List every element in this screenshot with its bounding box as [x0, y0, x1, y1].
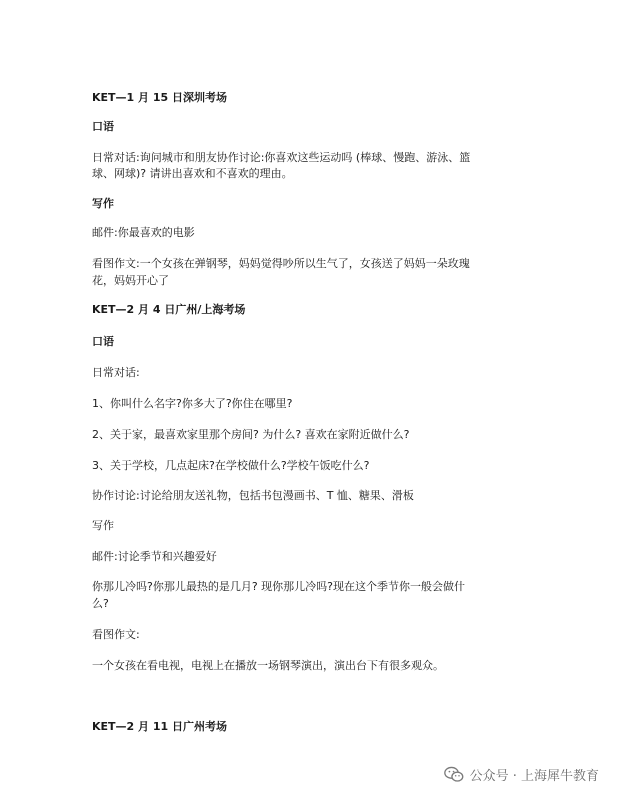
email-questions-line1: 你那儿冷吗?你那儿最热的是几月? 现你那儿冷吗?现在这个季节你一般会做什 [92, 580, 466, 593]
daily-conversation-2: 日常对话: [92, 366, 140, 379]
picture-task-1-line1: 看图作文:一个女孩在弹钢琴，妈妈觉得吵所以生气了，女孩送了妈妈一朵玫瑰 [92, 257, 470, 270]
wechat-icon [444, 766, 464, 783]
speaking-heading-1: 口语 [92, 120, 114, 133]
section-heading-3: KET—2 月 11 日广州考场 [92, 720, 227, 733]
daily-conversation-1-line1: 日常对话:询问城市和朋友协作讨论:你喜欢这些运动吗 (棒球、慢跑、游泳、篮 [92, 151, 471, 164]
speaking-heading-2: 口语 [92, 335, 114, 348]
daily-conversation-1-line2: 球、网球)? 请讲出喜欢和不喜欢的理由。 [92, 167, 293, 180]
email-task-2: 邮件:讨论季节和兴趣爱好 [92, 550, 217, 563]
writing-heading-1: 写作 [92, 197, 114, 210]
writing-heading-2: 写作 [92, 519, 114, 532]
email-questions-line2: 么? [92, 597, 109, 610]
picture-task-2-text: 一个女孩在看电视，电视上在播放一场钢琴演出，演出台下有很多观众。 [92, 659, 444, 672]
watermark-text: 公众号 · 上海犀牛教育 [469, 769, 599, 784]
picture-task-2-label: 看图作文: [92, 628, 140, 641]
section-heading-1: KET—1 月 15 日深圳考场 [92, 91, 227, 104]
question-2: 2、关于家，最喜欢家里那个房间? 为什么? 喜欢在家附近做什么? [92, 428, 410, 441]
collaborative-task-2: 协作讨论:讨论给朋友送礼物，包括书包漫画书、T 恤、糖果、滑板 [92, 489, 414, 502]
question-1: 1、你叫什么名字?你多大了?你住在哪里? [92, 397, 293, 410]
picture-task-1-line2: 花，妈妈开心了 [92, 274, 169, 287]
email-task-1: 邮件:你最喜欢的电影 [92, 226, 195, 239]
section-heading-2: KET—2 月 4 日广州/上海考场 [92, 303, 246, 316]
question-3: 3、关于学校，几点起床?在学校做什么?学校午饭吃什么? [92, 459, 370, 472]
wechat-watermark [444, 765, 599, 784]
